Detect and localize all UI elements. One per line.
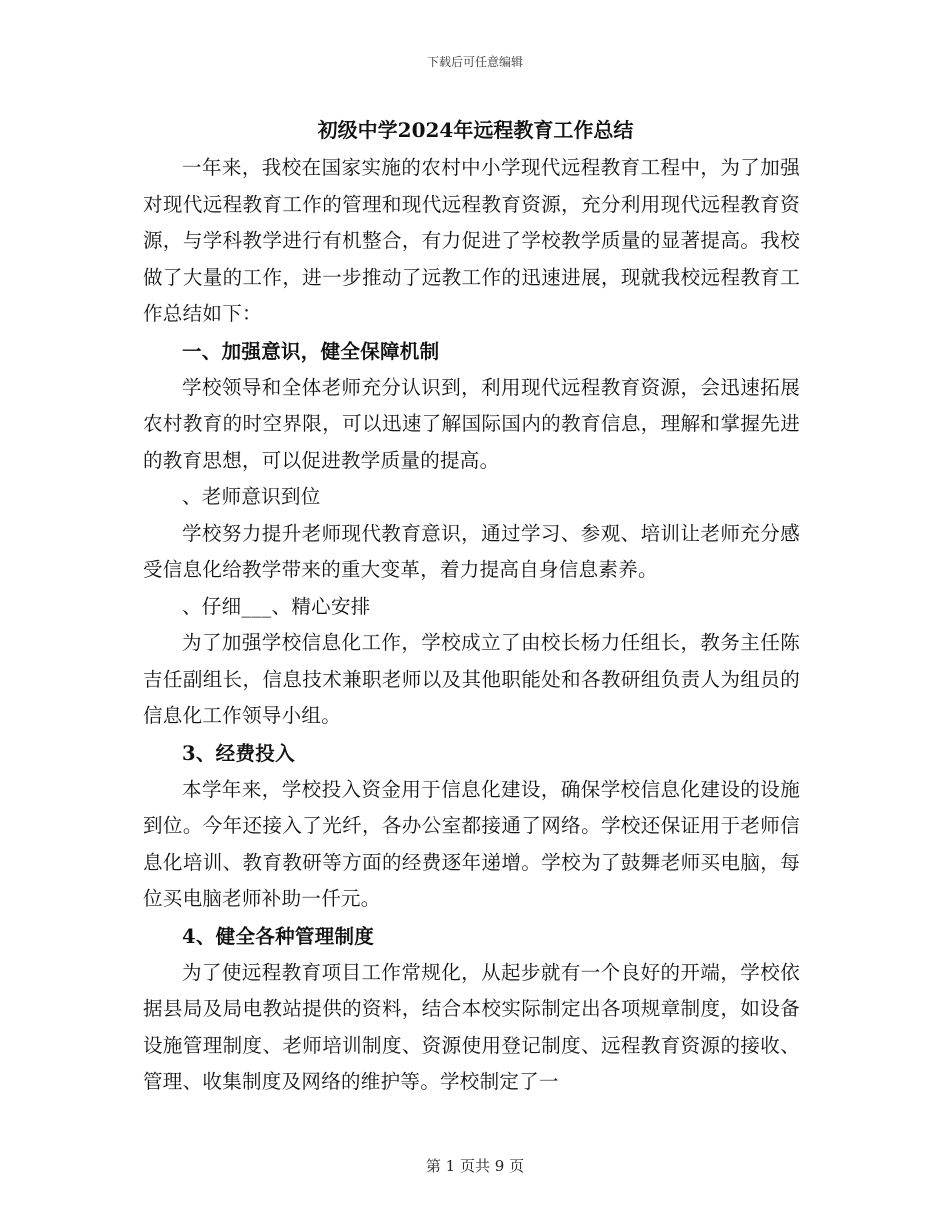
section-heading-awareness: 一、加强意识，健全保障机制 <box>182 339 440 363</box>
paragraph-awareness: 学校领导和全体老师充分认识到，利用现代远程教育资源，会迅速拓展农村教育的时空界限，可以迅速了解国际国内的教育信息，理解和掌握先进的教育思想，可以促进教学质量的提高。 <box>143 375 800 472</box>
subheading-careful-arrangement: 、仔细___、精心安排 <box>182 594 371 618</box>
document-body <box>143 110 800 1101</box>
subheading-teacher-awareness: 、老师意识到位 <box>182 485 321 508</box>
section-heading-funding: 3、经费投入 <box>182 741 295 765</box>
page-number: 第 1 页共 9 页 <box>425 1157 525 1175</box>
paragraph-funding: 本学年来，学校投入资金用于信息化建设，确保学校信息化建设的设施到位。今年还接入了光纤，各办公室都接通了网络。学校还保证用于老师信息化培训、教育教研等方面的经费逐年递增。学校为了鼓舞老师买电脑，每位买电脑老师补助一仟元。 <box>143 777 800 910</box>
paragraph-leadership-group: 为了加强学校信息化工作，学校成立了由校长杨力任组长，教务主任陈吉任副组长，信息技术兼职老师以及其他职能处和各教研组负责人为组员的信息化工作领导小组。 <box>143 631 800 727</box>
header-note: 下载后可任意编辑 <box>426 55 523 69</box>
section-heading-management-systems: 4、健全各种管理制度 <box>182 924 375 948</box>
paragraph-teacher-awareness: 学校努力提升老师现代教育意识，通过学习、参观、培训让老师充分感受信息化给教学带来的重大变革，着力提高自身信息素养。 <box>143 521 800 581</box>
paragraph-intro: 一年来，我校在国家实施的农村中小学现代远程教育工程中，为了加强对现代远程教育工作的管理和现代远程教育资源，充分利用现代远程教育资源，与学科教学进行有机整合，有力促进了学校教学质量的显著提高。我校做了大量的工作，进一步推动了远教工作的迅速进展，现就我校远程教育工作总结如下： <box>143 156 800 325</box>
paragraph-management-systems: 为了使远程教育项目工作常规化，从起步就有一个良好的开端，学校依据县局及局电教站提供的资料，结合本校实际制定出各项规章制度，如设备设施管理制度、老师培训制度、资源使用登记制度、远程教育资源的接收、管理、收集制度及网络的维护等。学校制定了一 <box>143 960 800 1093</box>
document-title: 初级中学2024年远程教育工作总结 <box>317 118 634 142</box>
